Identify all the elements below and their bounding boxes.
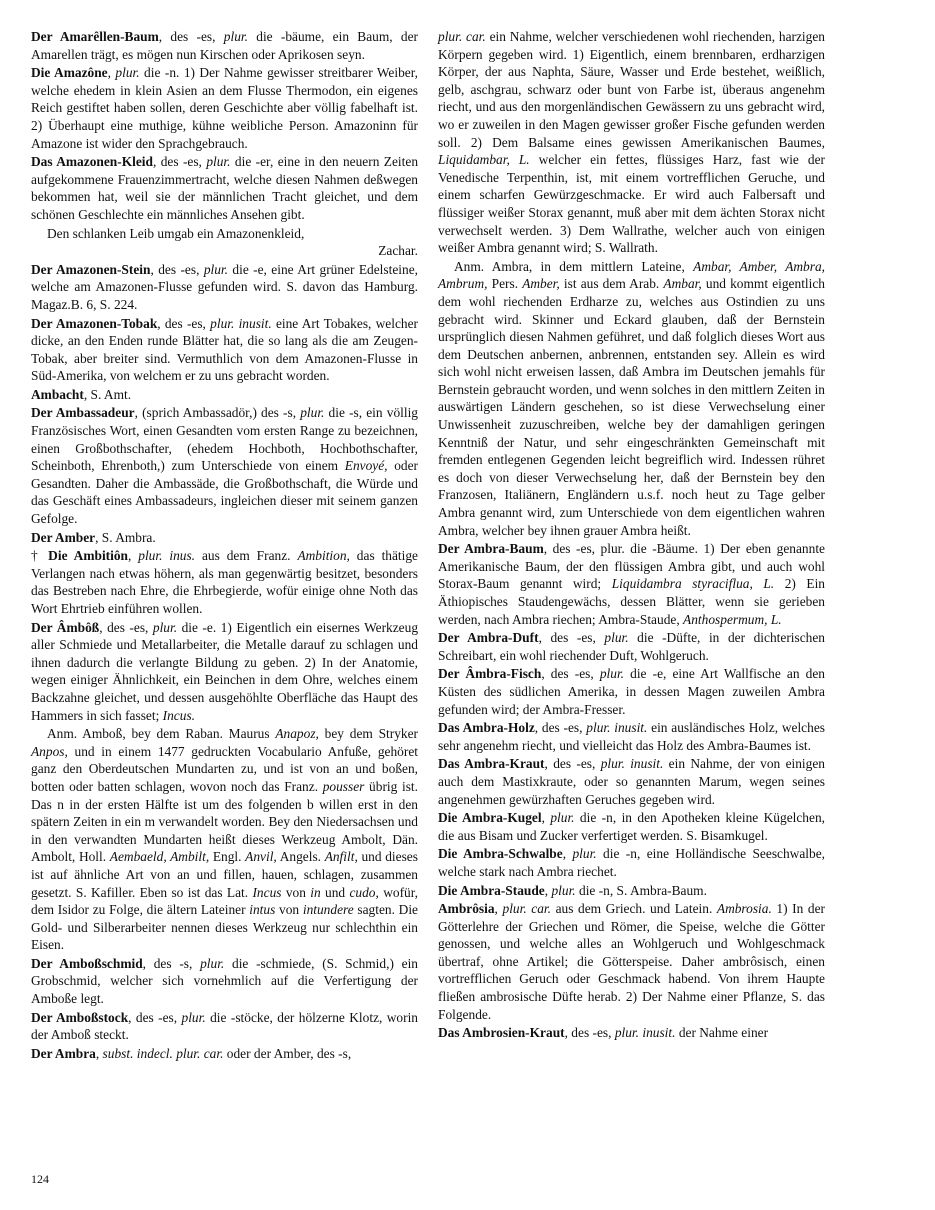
- entry-headword: Ambacht: [31, 386, 84, 402]
- entry-headword: Der Amarêllen-Baum: [31, 29, 159, 44]
- quote-source: Zachar.: [378, 243, 418, 259]
- entry-headword: Der Amber: [31, 529, 96, 545]
- entry-headword: Die Ambra-Kugel: [438, 810, 542, 826]
- right-column: [438, 28, 825, 1043]
- entry-headword: Das Ambra-Holz: [438, 720, 535, 736]
- entry-ambra-duft: Der Ambra-Duft, des -es, plur. die -Düfte, in der dichterischen Schreibart, ein wohl riechender Duft, Wohlgeruch.: [438, 630, 825, 663]
- entry-ambition: † Die Ambitiôn, plur. inus. aus dem Franz. Ambition, das thätige Verlangen nach etwas höhern, als man gegenwärtig besitzet, besonders das Bestreben nach Ehre, die Ehrbegierde, wofür einige ohne Noth das Wort Ehrtrieb einführen wollen.: [31, 548, 419, 616]
- entry-amazonen-stein: Der Amazonen-Stein, des -es, plur. die -e, eine Art grüner Edelsteine, welche am Amazonen-Flusse gefunden wird. S. davon das Hamburg. Magaz.B. 6, S. 224.: [31, 261, 418, 312]
- entry-amazonen-tobak: Der Amazonen-Tobak, des -es, plur. inusit. eine Art Tobakes, welcher dicke, an den Enden runde Blätter hat, die so lang als die am Zeugen-Tobak, aber breiter sind. Vermuthlich von dem Amazonen-Flusse in Süd-Amerika, von welchem er zu uns gebracht worden.: [31, 315, 418, 384]
- entry-headword: Der Ambra-Baum: [438, 541, 544, 557]
- quote-line: Den schlanken Leib umgab ein Amazonenkleid,: [47, 225, 305, 241]
- entry-ambossstock: Der Amboßstock, des -es, plur. die -stöcke, der hölzerne Klotz, worin der Amboß steckt.: [31, 1009, 418, 1043]
- entry-ambrosia: Ambrôsia, plur. car. aus dem Griech. und Latein. Ambrosia. 1) In der Götterlehre der Griechen und Römer, die Speise, welche die Götter genossen, und welche alles an Wohlgeruch und Wohlgeschmack übertraf, ohne Artikel; die Götterspeise. Daher ambrôsisch, einen vortrefflichen Geruch oder Geschmack habend. Von ihrem Haupte fließen ambrosische Düfte herab. 2) Der Nahme einer Pflanze, S. das Folgende.: [438, 901, 826, 1022]
- entry-headword: Der Amazonen-Stein: [31, 261, 151, 277]
- entry-ambra-baum: Der Ambra-Baum, des -es, plur. die -Bäume. 1) Der eben genannte Amerikanische Baum, der den flüssigen Ambra gibt, und auch wohl Storax-Baum genannt wird; Liquidambra styraciflua, L. 2) Ein Äthiopisches Staudengewächs, dessen Blätter, wenn sie gerieben werden, nach Ambra riechen; Ambra-Staude, Anthospermum, L.: [438, 541, 825, 627]
- entry-headword: Das Amazonen-Kleid: [31, 154, 153, 170]
- entry-ambra-continued: plur. car. ein Nahme, welcher verschiedenen wohl riechenden, harzigen Körpern gegeben wird. 1) Eigentlich, einem brennbaren, erdharzigen Körper, der aus Naphta, Säure, Wasser und Erde bestehet, weißlich, gelb, aschgrau, schwarz oder bunt von Farbe ist, überaus angenehm riecht, und aus den morgenländischen Gewässern zu uns gebracht wird, wo er zuweilen in den Magen gewisser großer Fische gefunden werden soll. 2) Dem Balsame eines gewissen Amerikanischen Baumes, Liquidambar, L. welcher ein fettes, flüssiges Harz, fast wie der Venedische Terpenthin, ist, mit einem vortrefflichen Geruche, und einem scharfen Gewürzgeschmacke. Er wird auch Falbersaft und flüssiger weißer Storax genannt, muß aber mit dem ächten Storax nicht verwechselt werden. 3) Dem Wallrathe, welcher auch von einigen weißer Ambra genannt wird; S. Wallrath.: [438, 29, 825, 256]
- entry-headword: Der Amboßstock: [31, 1009, 129, 1025]
- entry-ambassadeur: Der Ambassadeur, (sprich Ambassadör,) des -s, plur. die -s, ein völlig Französisches Wort, einen Gesandten vom ersten Range zu bezeichnen, einen Großbothschafter, (ehedem Hochboth, Hochbothschafter, Scheinboth, Ehrenboth,) zum Unterschiede von einem Envoyé, oder Gesandten. Daher die Ambassäde, die Großbothschaft, die Würde und das Geschäft eines Ambassadeurs, ingleichen dieser mit seinem ganzen Gefolge.: [31, 405, 418, 527]
- entry-headword: Der Amboßschmid: [31, 955, 143, 971]
- entry-amazone: Die Amazône, plur. die -n. 1) Der Nahme gewisser streitbarer Weiber, welche ehedem in klein Asien an dem Flusse Thermodon, ein eigenes Reich gestiftet haben sollen, deren Geschichte aber völlig fabelhaft ist. 2) Überhaupt eine muthige, kühne weibliche Person. Amazoninn für Amazone ist wider den Sprachgebrauch.: [31, 65, 418, 151]
- annotation-amboss: Anm. Amboß, bey dem Raban. Maurus Anapoz, bey dem Stryker Anpos, und in einem 1477 gedruckten Vocabulario Anfuße, gehöret ganz den Oberdeutschen Mundarten zu, und ist von an und boßen, botten oder batten schlagen, wovon noch das Franz. pousser übrig ist. Das n in der ersten Hälfte ist um des folgenden b willen erst in den spätern Zeiten in ein m verwandelt worden. Bey den Niedersachsen und in den verwandten Mundarten heißt dieses Werkzeug Ambolt, Dän. Ambolt, Holl. Aembaeld, Ambilt, Engl. Anvil, Angels. Anfilt, und dieses ist auf ähnliche Art von an und fillen, hauen, schlagen, zusammen gesetzt. S. Kafiller. Eben so ist das Lat. Incus von in und cudo, wofür, dem Isidor zu Folge, die ältern Lateiner intus von intundere sagten. Die Gold- und Silberarbeiter nennen dieses Werkzeug nur schlechthin ein Eisen.: [31, 726, 418, 953]
- entry-headword: Die Ambitiôn: [48, 548, 128, 564]
- entry-amber: Der Amber, S. Ambra.: [31, 529, 156, 545]
- entry-headword: Die Ambra-Schwalbe: [438, 846, 563, 862]
- entry-headword: Das Ambra-Kraut: [438, 756, 545, 772]
- entry-ambra-kugel: Die Ambra-Kugel, plur. die -n, in den Apotheken kleine Kügelchen, die aus Bisam und Zucker verfertiget werden. S. Bisamkugel.: [438, 810, 825, 843]
- entry-ambrosien-kraut: Das Ambrosien-Kraut, des -es, plur. inusit. der Nahme einer: [438, 1025, 769, 1041]
- entry-headword: Der Âmbôß: [31, 619, 100, 635]
- annotation-ambra: Anm. Ambra, in dem mittlern Lateine, Ambar, Amber, Ambra, Ambrum, Pers. Amber, ist aus dem Arab. Ambar, und kommt eigentlich dem wohl riechenden Erdharze zu, welches aus Ostindien zu uns gebracht wird. Skinner und Eckard glauben, daß der Bernstein ursprünglich diesen Nahmen geführet, und daß folglich dieses Wort aus dem Deutschen anbernen, anbrennen, entstanden sey. Allein es wird sich wohl nicht erweisen lassen, daß Ambra im Deutschen jemahls für Bernstein gebraucht worden, und wenn solches in den mittlern Zeiten in auswärtigen Ländern geschehen, so ist diese Verwechselung einer Unwissenheit zuzuschreiben, welche bey der damahligen geringen Kenntniß der Natur, und sehr eingeschränkten Gemeinschaft mit fremden entlegenen Gegenden leicht begreiflich wird. Indessen rühret es doch von dieser Verwechselung her, daß der Bernstein bey den Franzosen, Italiänern, Engländern u.s.f. noch heut zu Tage gelber Ambra genannt wird, zum Unterschiede von dem eigentlichen wahren Ambra, welcher bey ihnen grauer Ambra heißt.: [438, 258, 825, 538]
- entry-headword: Die Amazône: [31, 65, 108, 81]
- page-number: 124: [31, 1172, 49, 1186]
- entry-headword: Ambrôsia: [438, 901, 495, 917]
- entry-amboss: Der Âmbôß, des -es, plur. die -e. 1) Eigentlich ein eisernes Werkzeug aller Schmiede und Metallarbeiter, die Metalle darauf zu schlagen und ihnen dadurch die verlangte Bildung zu geben. 2) In der Anatomie, wegen einiger Ähnlichkeit, ein Beinchen in dem Ohre, welches einem Backzahne gleichet, und dessen ausgehöhlte Oberfläche das Haupt des Hammers in sich fasset; Incus.: [31, 619, 419, 723]
- entry-headword: Das Ambrosien-Kraut: [438, 1025, 565, 1041]
- entry-headword: Der Ambra: [31, 1045, 96, 1061]
- entry-ambra-staude: Die Ambra-Staude, plur. die -n, S. Ambra-Baum.: [438, 882, 707, 898]
- entry-ambra-schwalbe: Die Ambra-Schwalbe, plur. die -n, eine Holländische Seeschwalbe, welche stark nach Ambra riechet.: [438, 846, 825, 879]
- entry-ambossschmid: Der Amboßschmid, des -s, plur. die -schmiede, (S. Schmid,) ein Grobschmid, welcher sich vornehmlich auf die Verfertigung der Amboße legt.: [31, 955, 419, 1007]
- entry-amazonen-kleid: Das Amazonen-Kleid, des -es, plur. die -er, eine in den neuern Zeiten aufgekommene Frauenzimmertracht, welche diesen Nahmen deßwegen bekommen hat, weil sie der männlichen Tracht gleichet, und dem schönen Geschlechte ein männliches Ansehen gibt.: [31, 154, 419, 222]
- entry-headword: Der Ambra-Duft: [438, 630, 539, 646]
- dagger-mark: †: [31, 548, 49, 564]
- entry-headword: Der Ambassadeur: [31, 405, 135, 421]
- entry-headword: Die Ambra-Staude: [438, 882, 545, 898]
- left-column: [31, 28, 418, 1063]
- entry-ambacht: Ambacht, S. Amt.: [31, 386, 132, 402]
- entry-ambra: Der Ambra, subst. indecl. plur. car. oder der Amber, des -s,: [31, 1045, 352, 1061]
- entry-headword: Der Âmbra-Fisch: [438, 666, 542, 682]
- entry-amarellen-baum: Der Amarêllen-Baum, des -es, plur. die -bäume, ein Baum, der Amarellen trägt, es mögen nun Kirschen oder Aprikosen seyn.: [31, 29, 419, 62]
- entry-ambra-holz: Das Ambra-Holz, des -es, plur. inusit. ein ausländisches Holz, welches sehr angenehm riecht, und vielleicht das Holz des Ambra-Baumes ist.: [438, 720, 825, 753]
- entry-ambra-kraut: Das Ambra-Kraut, des -es, plur. inusit. ein Nahme, der von einigen auch dem Mastixkraute, oder so genannten Marum, wegen seines angenehmen gewürzhaften Geruches gegeben wird.: [438, 756, 825, 807]
- entry-ambra-fisch: Der Âmbra-Fisch, des -es, plur. die -e, eine Art Wallfische an den Küsten des südlichen Amerika, in dessen Magen zuweilen Ambra gefunden wird; der Ambra-Fresser.: [438, 666, 826, 717]
- entry-headword: Der Amazonen-Tobak: [31, 315, 158, 331]
